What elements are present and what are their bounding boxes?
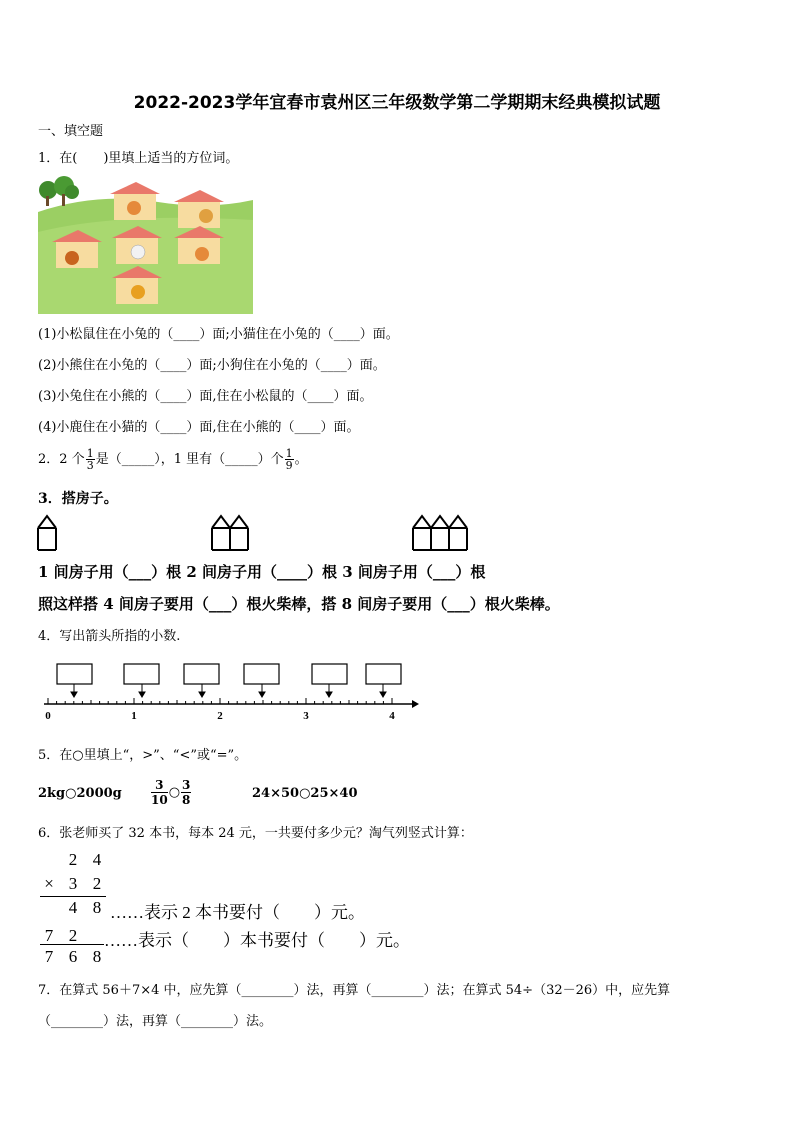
question-5-stem: 5．在○里填上“，>”、“<”或“=”。 [38,748,248,763]
matchstick-house-2 [210,514,254,552]
axis-ticks [48,698,392,704]
fraction-one-third [86,448,95,471]
q2-part2: 是（_____），1 里有（_____）个 [95,452,284,467]
matchstick-house-1 [36,514,60,552]
sum-line-2 [40,944,104,945]
partial-product-note-2: ……表示（ ）本书要付（ ）元。 [104,931,410,950]
matchstick-house-3 [411,514,473,552]
question-4-stem: 4．写出箭头所指的小数. [38,629,181,644]
multiply-sign: × [44,874,54,893]
pointer-arrows [71,684,386,697]
houses-scene-image [38,172,253,314]
tick-label: 2 [217,710,223,722]
question-1-line-3: (3)小兔住在小熊的（____）面,住在小松鼠的（____）面。 [38,389,373,404]
question-1-line-2: (2)小熊住在小兔的（____）面;小狗住在小兔的（____）面。 [38,358,386,373]
axis-arrowhead [412,700,419,708]
q2-part3: 。 [294,452,308,467]
fraction-numerator: 3 [151,778,168,793]
question-5-item-1: 2kg○2000g [38,786,122,801]
digit: 4 [92,850,102,869]
question-1-stem: 1．在( )里填上适当的方位词。 [38,151,239,166]
q2-part1: 2．2 个 [38,452,85,467]
fraction-denominator: 10 [151,793,168,807]
question-5-item-2 [150,776,192,810]
tick-label: 3 [303,710,309,722]
fraction-denominator: 9 [285,459,293,472]
partial-product-note-1: ……表示 2 本书要付（ ）元。 [110,903,365,922]
vertical-multiplication [38,850,458,970]
digit: 8 [92,947,102,966]
question-5-item-3: 24×50○25×40 [252,786,358,801]
digit: 7 [44,947,54,966]
digit: 4 [68,898,78,917]
digit: 2 [68,850,78,869]
fraction-numerator: 1 [86,447,94,460]
question-3-stem: 3．搭房子。 [38,491,118,507]
tick-label: 0 [45,710,51,722]
digit: 2 [68,926,78,945]
digit: 7 [44,926,54,945]
question-2 [38,447,308,473]
fraction-three-eighths [181,778,191,807]
fraction-three-tenths [151,778,168,807]
tick-label: 4 [389,710,395,722]
digit: 3 [68,874,78,893]
digit: 6 [68,947,78,966]
question-7-line-2: （________）法，再算（________）法。 [38,1014,273,1029]
fraction-denominator: 8 [182,793,191,807]
question-1-line-1: (1)小松鼠住在小兔的（____）面;小猫住在小兔的（____）面。 [38,327,399,342]
question-3-line-2: 照这样搭 4 间房子要用（___）根火柴棒，搭 8 间房子要用（___）根火柴棒。 [38,595,560,613]
fraction-numerator: 1 [285,447,293,460]
page-title: 2022-2023学年宜春市袁州区三年级数学第二学期期末经典模拟试题 [133,93,661,113]
number-line-figure [36,660,420,722]
compare-circle: ○ [168,785,181,800]
axis-tick-labels [45,710,395,722]
digit: 8 [92,898,102,917]
section-heading: 一、填空题 [38,124,104,139]
tick-label: 1 [131,710,137,722]
fraction-numerator: 3 [182,778,191,792]
sum-line-1 [40,896,106,897]
question-1-line-4: (4)小鹿住在小猫的（____）面,住在小熊的（____）面。 [38,420,360,435]
question-3-line-1: 1 间房子用（___）根 2 间房子用（____）根 3 间房子用（___）根 [38,563,486,581]
question-6-stem: 6．张老师买了 32 本书，每本 24 元，一共要付多少元？淘气列竖式计算： [38,826,473,841]
fraction-denominator: 3 [86,459,94,472]
question-7-line-1: 7．在算式 56＋7×4 中，应先算（________）法，再算（________）法；在算式 54÷（32－26）中，应先算 [38,983,671,998]
answer-boxes [57,664,401,684]
fraction-one-ninth [285,448,294,471]
digit: 2 [92,874,102,893]
